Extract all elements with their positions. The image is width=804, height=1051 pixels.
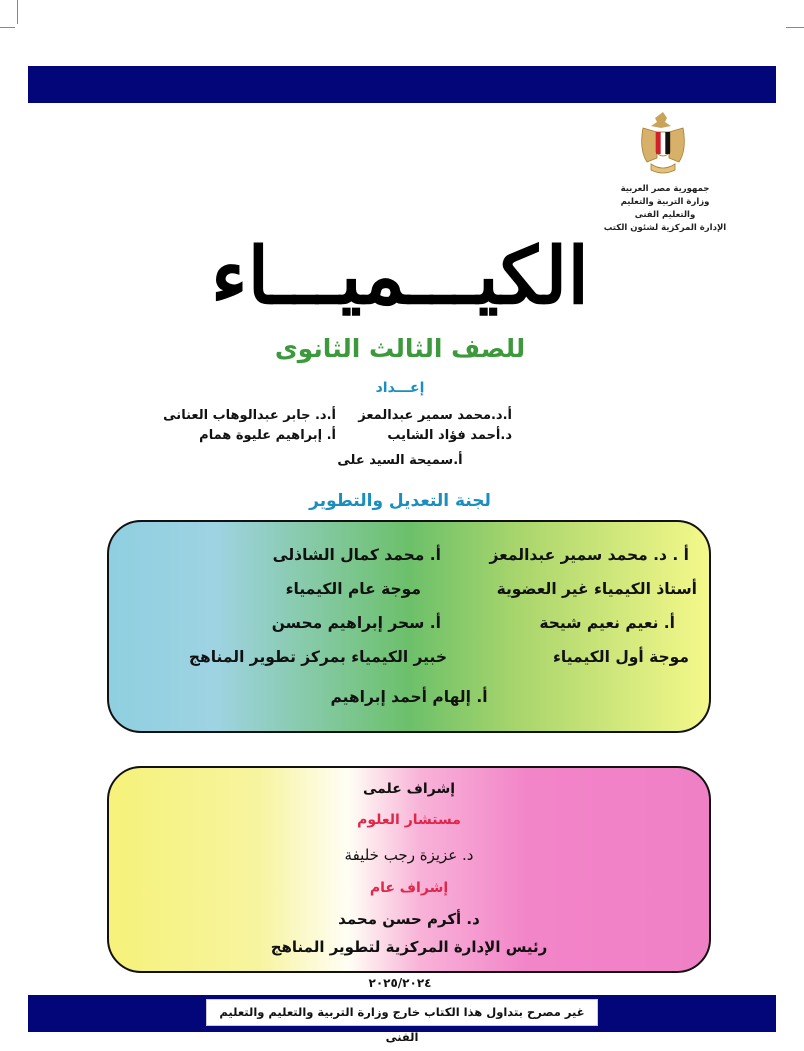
book-subtitle: للصف الثالث الثانوى (274, 334, 526, 363)
committee-member: أ . د. محمد سمير عبدالمعز (489, 546, 689, 564)
egypt-eagle-emblem-icon (637, 110, 689, 180)
author-name: أ.د.محمد سمير عبدالمعز (358, 408, 512, 423)
preparation-label: إعـــداد (375, 380, 425, 396)
author-name: أ.سميحة السيد على (337, 453, 463, 468)
distribution-notice: غير مصرح بتداول هذا الكتاب خارج وزارة التربية والتعليم والتعليم الفنى (206, 999, 598, 1026)
scientific-supervision-label: إشراف علمى (362, 781, 456, 797)
author-name: أ.د. جابر عبدالوهاب العنانى (163, 408, 336, 423)
crop-mark (786, 27, 804, 28)
book-title: الكيـــميـــاء (210, 231, 590, 322)
advisor-title: مستشار العلوم (357, 812, 461, 828)
committee-box (107, 520, 711, 733)
committee-role: موجة عام الكيمياء (285, 580, 421, 598)
academic-year: ٢٠٢٥/٢٠٢٤ (368, 976, 432, 990)
general-supervisor-title: رئيس الإدارة المركزية لتطوير المناهج (270, 938, 548, 956)
author-name: أ. إبراهيم عليوة همام (199, 428, 336, 443)
supervision-box (107, 766, 711, 973)
committee-role: موجة أول الكيمياء (552, 648, 689, 666)
advisor-name: د. عزيزة رجب خليفة (344, 846, 474, 864)
committee-role: أستاذ الكيمياء غير العضوية (496, 580, 697, 598)
committee-member: أ. نعيم نعيم شيحة (539, 614, 675, 632)
ministry-line: وزارة التربية والتعليم (620, 197, 710, 207)
committee-member: أ. إلهام أحمد إبراهيم (330, 688, 488, 706)
ministry-line: والتعليم الفنى (634, 210, 696, 220)
general-supervisor-name: د. أكرم حسن محمد (338, 910, 480, 928)
crop-mark (17, 0, 18, 24)
ministry-line: جمهورية مصر العربية (620, 184, 710, 194)
committee-member: أ. محمد كمال الشاذلى (272, 546, 441, 564)
committee-role: خبير الكيمياء بمركز تطوير المناهج (188, 648, 447, 666)
committee-label: لجنة التعديل والتطوير (309, 491, 491, 511)
author-name: د.أحمد فؤاد الشايب (387, 428, 512, 443)
bottom-navy-bar (28, 995, 776, 1044)
top-navy-bar (28, 66, 776, 103)
general-supervision-label: إشراف عام (369, 880, 449, 896)
crop-mark (0, 27, 15, 28)
ministry-line: الإدارة المركزية لشئون الكتب (603, 223, 727, 233)
ministry-header (590, 183, 740, 235)
committee-member: أ. سحر إبراهيم محسن (271, 614, 441, 632)
